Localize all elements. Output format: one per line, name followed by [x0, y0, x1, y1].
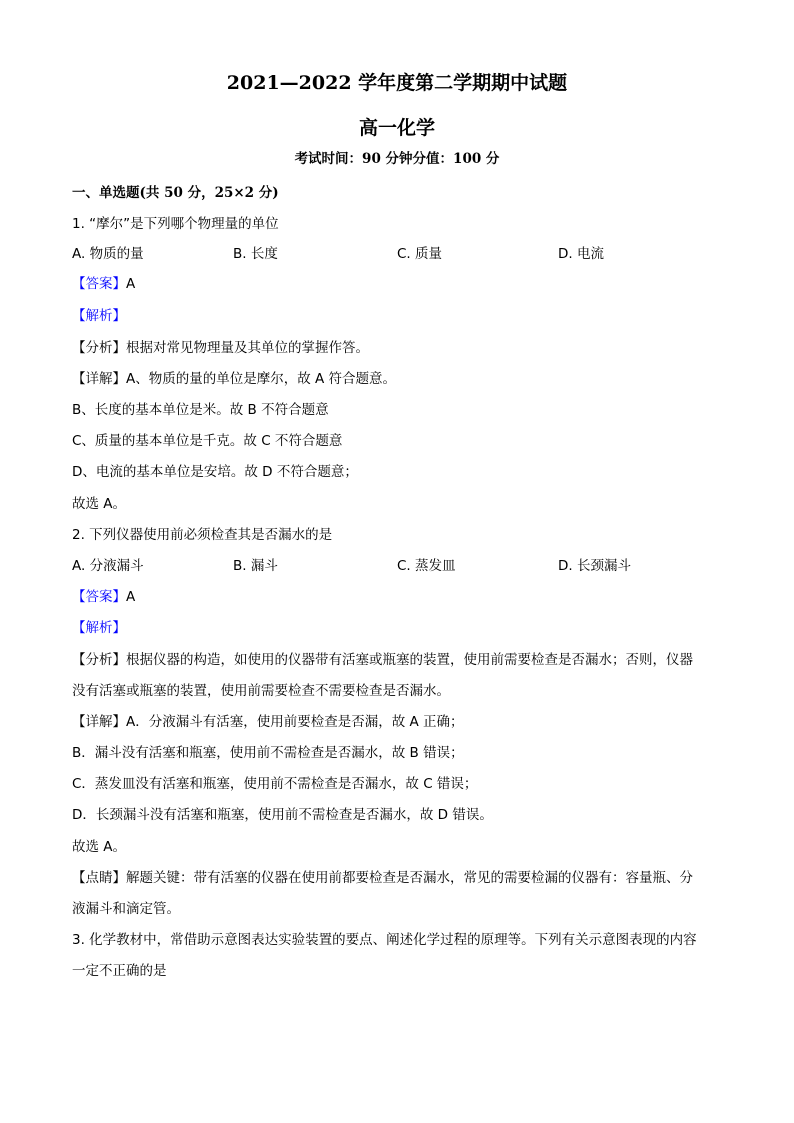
- fenxi-tag: 【分析】: [72, 340, 126, 356]
- question-1-option-b: B. 长度: [233, 246, 278, 262]
- question-1-option-a: A. 物质的量: [72, 246, 144, 262]
- question-2-answer: [72, 586, 135, 608]
- explanation-line: C．蒸发皿没有活塞和瓶塞，使用前不需检查是否漏水，故 C 错误；: [72, 776, 478, 792]
- explanation-line: D、电流的基本单位是安培。故 D 不符合题意；: [72, 464, 358, 480]
- question-1-option-d: D. 电流: [558, 246, 604, 262]
- fenxi-text: 根据对常见物理量及其单位的掌握作答。: [126, 340, 369, 356]
- exam-meta: 考试时间：90 分钟分值：100 分: [294, 151, 500, 167]
- question-2-stem: 2. 下列仪器使用前必须检查其是否漏水的是: [72, 527, 333, 543]
- xiangjie-tag: 【详解】: [72, 714, 126, 730]
- question-3-stem-continued: 一定不正确的是: [72, 963, 167, 979]
- question-2-xiangjie: [72, 711, 464, 733]
- dianjing-text-continued: 液漏斗和滴定管。: [72, 901, 180, 917]
- question-1-option-c: C. 质量: [397, 246, 443, 262]
- question-2-fenxi: [72, 649, 693, 671]
- xiangjie-text: A、物质的量的单位是摩尔，故 A 符合题意。: [126, 371, 397, 387]
- explanation-line: B、长度的基本单位是米。故 B 不符合题意: [72, 402, 329, 418]
- question-1-stem: 1. “摩尔”是下列哪个物理量的单位: [72, 216, 279, 232]
- xiangjie-tag: 【详解】: [72, 371, 126, 387]
- question-2-option-b: B. 漏斗: [233, 558, 278, 574]
- section-heading: 一、单选题(共 50 分，25×2 分): [72, 185, 279, 201]
- answer-tag: 【答案】: [72, 589, 126, 605]
- explanation-line: 故选 A。: [72, 839, 127, 855]
- exam-title: 2021—2022 学年度第二学期期中试题: [226, 72, 568, 94]
- question-1-answer: [72, 273, 135, 295]
- explanation-line: B．漏斗没有活塞和瓶塞，使用前不需检查是否漏水，故 B 错误；: [72, 745, 464, 761]
- analysis-tag: 【解析】: [72, 620, 126, 636]
- fenxi-tag: 【分析】: [72, 652, 126, 668]
- fenxi-text: 根据仪器的构造，如使用的仪器带有活塞或瓶塞的装置，使用前需要检查是否漏水；否则，仪器: [126, 652, 693, 668]
- xiangjie-text: A．分液漏斗有活塞，使用前要检查是否漏，故 A 正确；: [126, 714, 464, 730]
- analysis-tag: 【解析】: [72, 308, 126, 324]
- question-2-option-d: D. 长颈漏斗: [558, 558, 631, 574]
- question-2-option-a: A. 分液漏斗: [72, 558, 144, 574]
- dianjing-text: 解题关键：带有活塞的仪器在使用前都要检查是否漏水，常见的需要检漏的仪器有：容量瓶、分: [126, 870, 693, 886]
- answer-tag: 【答案】: [72, 276, 126, 292]
- question-1-xiangjie: [72, 368, 396, 390]
- dianjing-tag: 【点睛】: [72, 870, 126, 886]
- explanation-line: 故选 A。: [72, 496, 127, 512]
- fenxi-text-continued: 没有活塞或瓶塞的装置，使用前需要检查不需要检查是否漏水。: [72, 683, 450, 699]
- explanation-line: C、质量的基本单位是千克。故 C 不符合题意: [72, 433, 343, 449]
- subject-title: 高一化学: [358, 117, 435, 139]
- question-2-dianjing: [72, 867, 693, 889]
- question-3-stem: 3. 化学教材中，常借助示意图表达实验装置的要点、阐述化学过程的原理等。下列有关示意图表现的内容: [72, 932, 697, 948]
- answer-value: A: [126, 276, 136, 292]
- question-1-fenxi: [72, 337, 369, 359]
- explanation-line: D．长颈漏斗没有活塞和瓶塞，使用前不需检查是否漏水，故 D 错误。: [72, 807, 493, 823]
- answer-value: A: [126, 589, 136, 605]
- question-2-option-c: C. 蒸发皿: [397, 558, 456, 574]
